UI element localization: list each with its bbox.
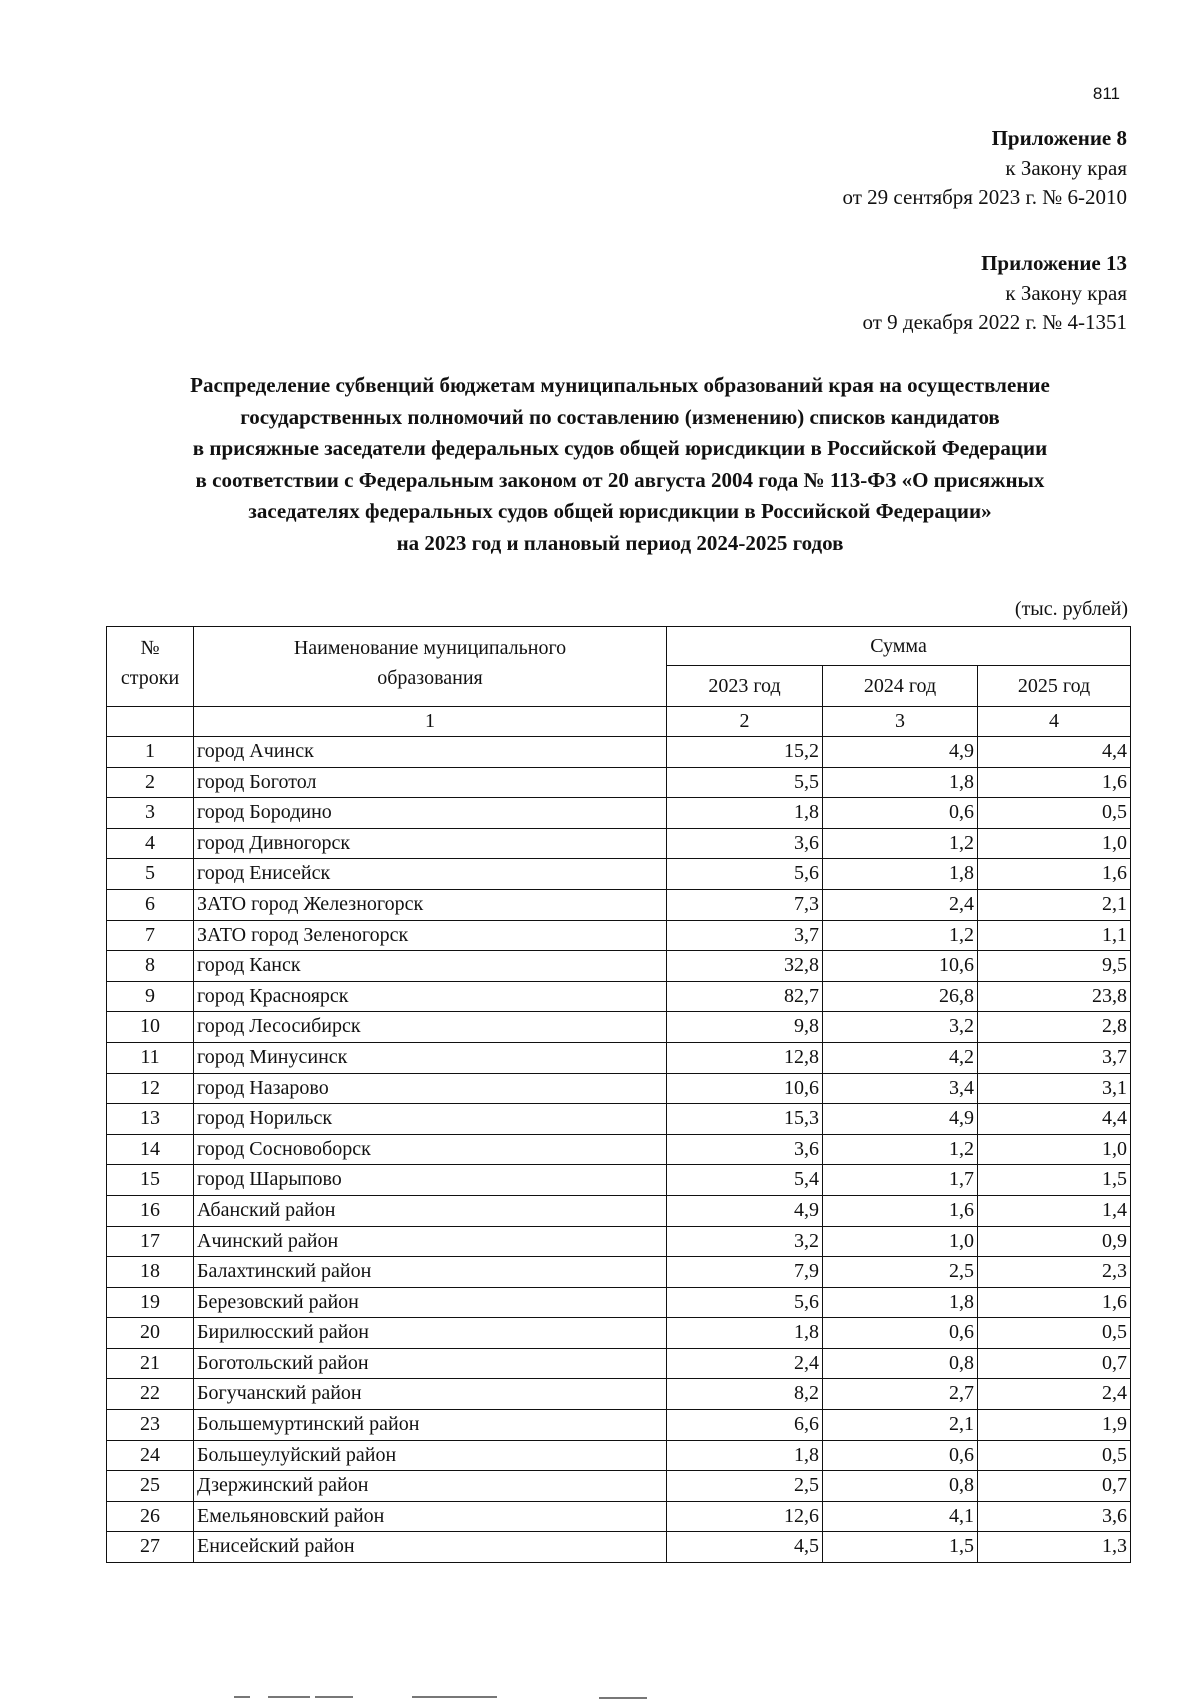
amount-2023-cell: 2,4	[667, 1348, 823, 1379]
municipality-name-cell: Большеулуйский район	[194, 1440, 667, 1471]
page-number: 811	[1092, 84, 1120, 103]
municipality-name-cell: Боготольский район	[194, 1348, 667, 1379]
header-sum: Сумма	[667, 627, 1131, 666]
amount-2023-cell: 5,6	[667, 859, 823, 890]
amount-2024-cell: 0,6	[823, 798, 978, 829]
amount-2025-cell: 1,4	[978, 1195, 1131, 1226]
column-index-row	[107, 707, 1131, 737]
header-year-2024: 2024 год	[823, 666, 978, 707]
municipality-name-cell: город Минусинск	[194, 1042, 667, 1073]
amount-2024-cell: 4,1	[823, 1501, 978, 1532]
row-number-cell: 18	[107, 1257, 194, 1288]
amount-2025-cell: 4,4	[978, 1104, 1131, 1135]
appendix-original-reference	[863, 249, 1127, 338]
amount-2023-cell: 3,7	[667, 920, 823, 951]
amount-2023-cell: 8,2	[667, 1379, 823, 1410]
amount-2024-cell: 4,2	[823, 1042, 978, 1073]
municipality-name-cell: ЗАТО город Зеленогорск	[194, 920, 667, 951]
table-row	[107, 1532, 1131, 1563]
title-line: заседателях федеральных судов общей юрисдикции в Российской Федерации»	[248, 499, 992, 524]
table-row	[107, 920, 1131, 951]
amount-2025-cell: 1,0	[978, 828, 1131, 859]
municipality-name-cell: Ачинский район	[194, 1226, 667, 1257]
municipality-name-cell: город Сосновоборск	[194, 1134, 667, 1165]
amount-2025-cell: 1,0	[978, 1134, 1131, 1165]
amount-2025-cell: 3,7	[978, 1042, 1131, 1073]
municipality-name-cell: Дзержинский район	[194, 1471, 667, 1502]
amount-2025-cell: 1,6	[978, 859, 1131, 890]
row-number-cell: 1	[107, 737, 194, 768]
table-row	[107, 737, 1131, 768]
column-index: 2	[667, 707, 823, 737]
appendix-law-date: от 29 сентября 2023 г. № 6-2010	[842, 185, 1127, 209]
amount-2025-cell: 0,7	[978, 1348, 1131, 1379]
amount-2023-cell: 1,8	[667, 798, 823, 829]
header-municipality-name	[194, 627, 667, 707]
amount-2023-cell: 5,6	[667, 1287, 823, 1318]
amount-2024-cell: 1,8	[823, 1287, 978, 1318]
scan-artifacts	[0, 1696, 1200, 1700]
appendix-title: Приложение 13	[981, 251, 1127, 275]
amount-2023-cell: 10,6	[667, 1073, 823, 1104]
amount-2024-cell: 4,9	[823, 1104, 978, 1135]
amount-2024-cell: 0,8	[823, 1348, 978, 1379]
amount-2024-cell: 1,8	[823, 859, 978, 890]
amount-2024-cell: 1,6	[823, 1195, 978, 1226]
municipality-name-cell: Березовский район	[194, 1287, 667, 1318]
table-row	[107, 1165, 1131, 1196]
amount-2023-cell: 5,4	[667, 1165, 823, 1196]
table-row	[107, 951, 1131, 982]
row-number-cell: 14	[107, 1134, 194, 1165]
municipality-name-cell: город Ачинск	[194, 737, 667, 768]
table-row	[107, 1104, 1131, 1135]
table-row	[107, 1471, 1131, 1502]
amount-2023-cell: 6,6	[667, 1410, 823, 1441]
municipality-name-cell: Емельяновский район	[194, 1501, 667, 1532]
row-number-cell: 5	[107, 859, 194, 890]
amount-2024-cell: 1,5	[823, 1532, 978, 1563]
amount-2025-cell: 2,4	[978, 1379, 1131, 1410]
document-title	[100, 370, 1140, 560]
amount-2024-cell: 1,2	[823, 1134, 978, 1165]
municipality-name-cell: город Шарыпово	[194, 1165, 667, 1196]
amount-2024-cell: 1,2	[823, 828, 978, 859]
amount-2025-cell: 2,1	[978, 889, 1131, 920]
row-number-cell: 27	[107, 1532, 194, 1563]
amount-2023-cell: 3,6	[667, 828, 823, 859]
amount-2023-cell: 5,5	[667, 767, 823, 798]
header-text: строки	[120, 667, 180, 689]
row-number-cell: 11	[107, 1042, 194, 1073]
row-number-cell: 15	[107, 1165, 194, 1196]
municipality-name-cell: город Канск	[194, 951, 667, 982]
row-number-cell: 2	[107, 767, 194, 798]
row-number-cell: 3	[107, 798, 194, 829]
municipality-name-cell: город Дивногорск	[194, 828, 667, 859]
amount-2024-cell: 2,4	[823, 889, 978, 920]
row-number-cell: 16	[107, 1195, 194, 1226]
amount-2023-cell: 4,9	[667, 1195, 823, 1226]
row-number-cell: 24	[107, 1440, 194, 1471]
table-row	[107, 1226, 1131, 1257]
amount-2024-cell: 26,8	[823, 981, 978, 1012]
amount-2023-cell: 7,9	[667, 1257, 823, 1288]
amount-2025-cell: 1,5	[978, 1165, 1131, 1196]
table-row	[107, 767, 1131, 798]
amount-2024-cell: 10,6	[823, 951, 978, 982]
amount-2024-cell: 0,6	[823, 1318, 978, 1349]
amount-2024-cell: 2,7	[823, 1379, 978, 1410]
table-row	[107, 889, 1131, 920]
amount-2024-cell: 2,5	[823, 1257, 978, 1288]
row-number-cell: 7	[107, 920, 194, 951]
municipality-name-cell: город Норильск	[194, 1104, 667, 1135]
row-number-cell: 20	[107, 1318, 194, 1349]
amount-2023-cell: 15,2	[667, 737, 823, 768]
municipality-name-cell: город Енисейск	[194, 859, 667, 890]
column-index: 1	[194, 707, 667, 737]
subvention-table	[106, 626, 1131, 1563]
amount-2023-cell: 82,7	[667, 981, 823, 1012]
amount-2025-cell: 1,9	[978, 1410, 1131, 1441]
table-row	[107, 1318, 1131, 1349]
amount-2025-cell: 0,7	[978, 1471, 1131, 1502]
table-row	[107, 1195, 1131, 1226]
row-number-cell: 19	[107, 1287, 194, 1318]
amount-2025-cell: 9,5	[978, 951, 1131, 982]
municipality-name-cell: Абанский район	[194, 1195, 667, 1226]
amount-2024-cell: 1,2	[823, 920, 978, 951]
units-label: (тыс. рублей)	[1014, 598, 1128, 620]
amount-2023-cell: 12,8	[667, 1042, 823, 1073]
amount-2023-cell: 4,5	[667, 1532, 823, 1563]
table-row	[107, 981, 1131, 1012]
column-index: 3	[823, 707, 978, 737]
municipality-name-cell: город Лесосибирск	[194, 1012, 667, 1043]
table-row	[107, 828, 1131, 859]
municipality-name-cell: Балахтинский район	[194, 1257, 667, 1288]
municipality-name-cell: Бирилюсский район	[194, 1318, 667, 1349]
table-row	[107, 859, 1131, 890]
amount-2024-cell: 1,0	[823, 1226, 978, 1257]
amount-2024-cell: 0,6	[823, 1440, 978, 1471]
amount-2025-cell: 0,5	[978, 798, 1131, 829]
header-year-2025: 2025 год	[978, 666, 1131, 707]
row-number-cell: 17	[107, 1226, 194, 1257]
amount-2024-cell: 2,1	[823, 1410, 978, 1441]
header-year-2023: 2023 год	[667, 666, 823, 707]
amount-2024-cell: 0,8	[823, 1471, 978, 1502]
header-text: №	[140, 637, 160, 659]
row-number-cell: 13	[107, 1104, 194, 1135]
municipality-name-cell: Богучанский район	[194, 1379, 667, 1410]
table-row	[107, 1042, 1131, 1073]
title-line: в соответствии с Федеральным законом от 20 августа 2004 года № 113-ФЗ «О присяжных	[195, 467, 1045, 492]
table-row	[107, 1501, 1131, 1532]
title-line: в присяжные заседатели федеральных судов общей юрисдикции в Российской Федерации	[192, 436, 1048, 461]
municipality-name-cell: Енисейский район	[194, 1532, 667, 1563]
title-line: государственных полномочий по составлению (изменению) списков кандидатов	[240, 404, 1000, 429]
amount-2024-cell: 3,2	[823, 1012, 978, 1043]
row-number-cell: 8	[107, 951, 194, 982]
appendix-law-date: от 9 декабря 2022 г. № 4-1351	[862, 310, 1127, 334]
row-number-cell: 23	[107, 1410, 194, 1441]
appendix-title: Приложение 8	[991, 126, 1127, 150]
header-text: Наименование муниципального	[293, 637, 567, 659]
amount-2025-cell: 0,5	[978, 1318, 1131, 1349]
amount-2023-cell: 9,8	[667, 1012, 823, 1043]
table-row	[107, 1012, 1131, 1043]
amount-2025-cell: 1,1	[978, 920, 1131, 951]
amount-2025-cell: 1,6	[978, 1287, 1131, 1318]
header-text: образования	[377, 667, 483, 689]
amount-2025-cell: 1,3	[978, 1532, 1131, 1563]
amount-2025-cell: 2,3	[978, 1257, 1131, 1288]
municipality-name-cell: ЗАТО город Железногорск	[194, 889, 667, 920]
municipality-name-cell: город Бородино	[194, 798, 667, 829]
municipality-name-cell: город Назарово	[194, 1073, 667, 1104]
table-row	[107, 1287, 1131, 1318]
amount-2023-cell: 3,6	[667, 1134, 823, 1165]
title-line: на 2023 год и плановый период 2024-2025 годов	[396, 530, 844, 555]
appendix-law-label: к Закону края	[1005, 280, 1127, 305]
row-number-cell: 12	[107, 1073, 194, 1104]
amount-2025-cell: 23,8	[978, 981, 1131, 1012]
amount-2025-cell: 3,1	[978, 1073, 1131, 1104]
amount-2024-cell: 1,8	[823, 767, 978, 798]
row-number-cell: 26	[107, 1501, 194, 1532]
amount-2023-cell: 1,8	[667, 1440, 823, 1471]
amount-2025-cell: 3,6	[978, 1501, 1131, 1532]
amount-2023-cell: 12,6	[667, 1501, 823, 1532]
amount-2025-cell: 0,9	[978, 1226, 1131, 1257]
table-row	[107, 1134, 1131, 1165]
amount-2023-cell: 15,3	[667, 1104, 823, 1135]
amount-2024-cell: 1,7	[823, 1165, 978, 1196]
title-line: Распределение субвенций бюджетам муниципальных образований края на осуществление	[190, 373, 1050, 397]
table-row	[107, 1379, 1131, 1410]
amount-2024-cell: 4,9	[823, 737, 978, 768]
table-row	[107, 1348, 1131, 1379]
row-number-cell: 21	[107, 1348, 194, 1379]
table-row	[107, 1257, 1131, 1288]
amount-2025-cell: 4,4	[978, 737, 1131, 768]
column-index	[107, 707, 194, 737]
amount-2024-cell: 3,4	[823, 1073, 978, 1104]
amount-2025-cell: 2,8	[978, 1012, 1131, 1043]
amount-2023-cell: 2,5	[667, 1471, 823, 1502]
table-body	[107, 737, 1131, 1563]
amount-2023-cell: 32,8	[667, 951, 823, 982]
row-number-cell: 25	[107, 1471, 194, 1502]
row-number-cell: 9	[107, 981, 194, 1012]
amount-2025-cell: 1,6	[978, 767, 1131, 798]
row-number-cell: 4	[107, 828, 194, 859]
amount-2023-cell: 7,3	[667, 889, 823, 920]
amount-2025-cell: 0,5	[978, 1440, 1131, 1471]
row-number-cell: 6	[107, 889, 194, 920]
appendix-law-label: к Закону края	[1005, 155, 1127, 180]
column-index: 4	[978, 707, 1131, 737]
table-row	[107, 798, 1131, 829]
municipality-name-cell: Большемуртинский район	[194, 1410, 667, 1441]
municipality-name-cell: город Боготол	[194, 767, 667, 798]
row-number-cell: 10	[107, 1012, 194, 1043]
table-row	[107, 1410, 1131, 1441]
amount-2023-cell: 3,2	[667, 1226, 823, 1257]
table-row	[107, 1073, 1131, 1104]
table-row	[107, 1440, 1131, 1471]
row-number-cell: 22	[107, 1379, 194, 1410]
appendix-current-reference	[843, 124, 1127, 213]
amount-2023-cell: 1,8	[667, 1318, 823, 1349]
header-row-number	[107, 627, 194, 707]
municipality-name-cell: город Красноярск	[194, 981, 667, 1012]
